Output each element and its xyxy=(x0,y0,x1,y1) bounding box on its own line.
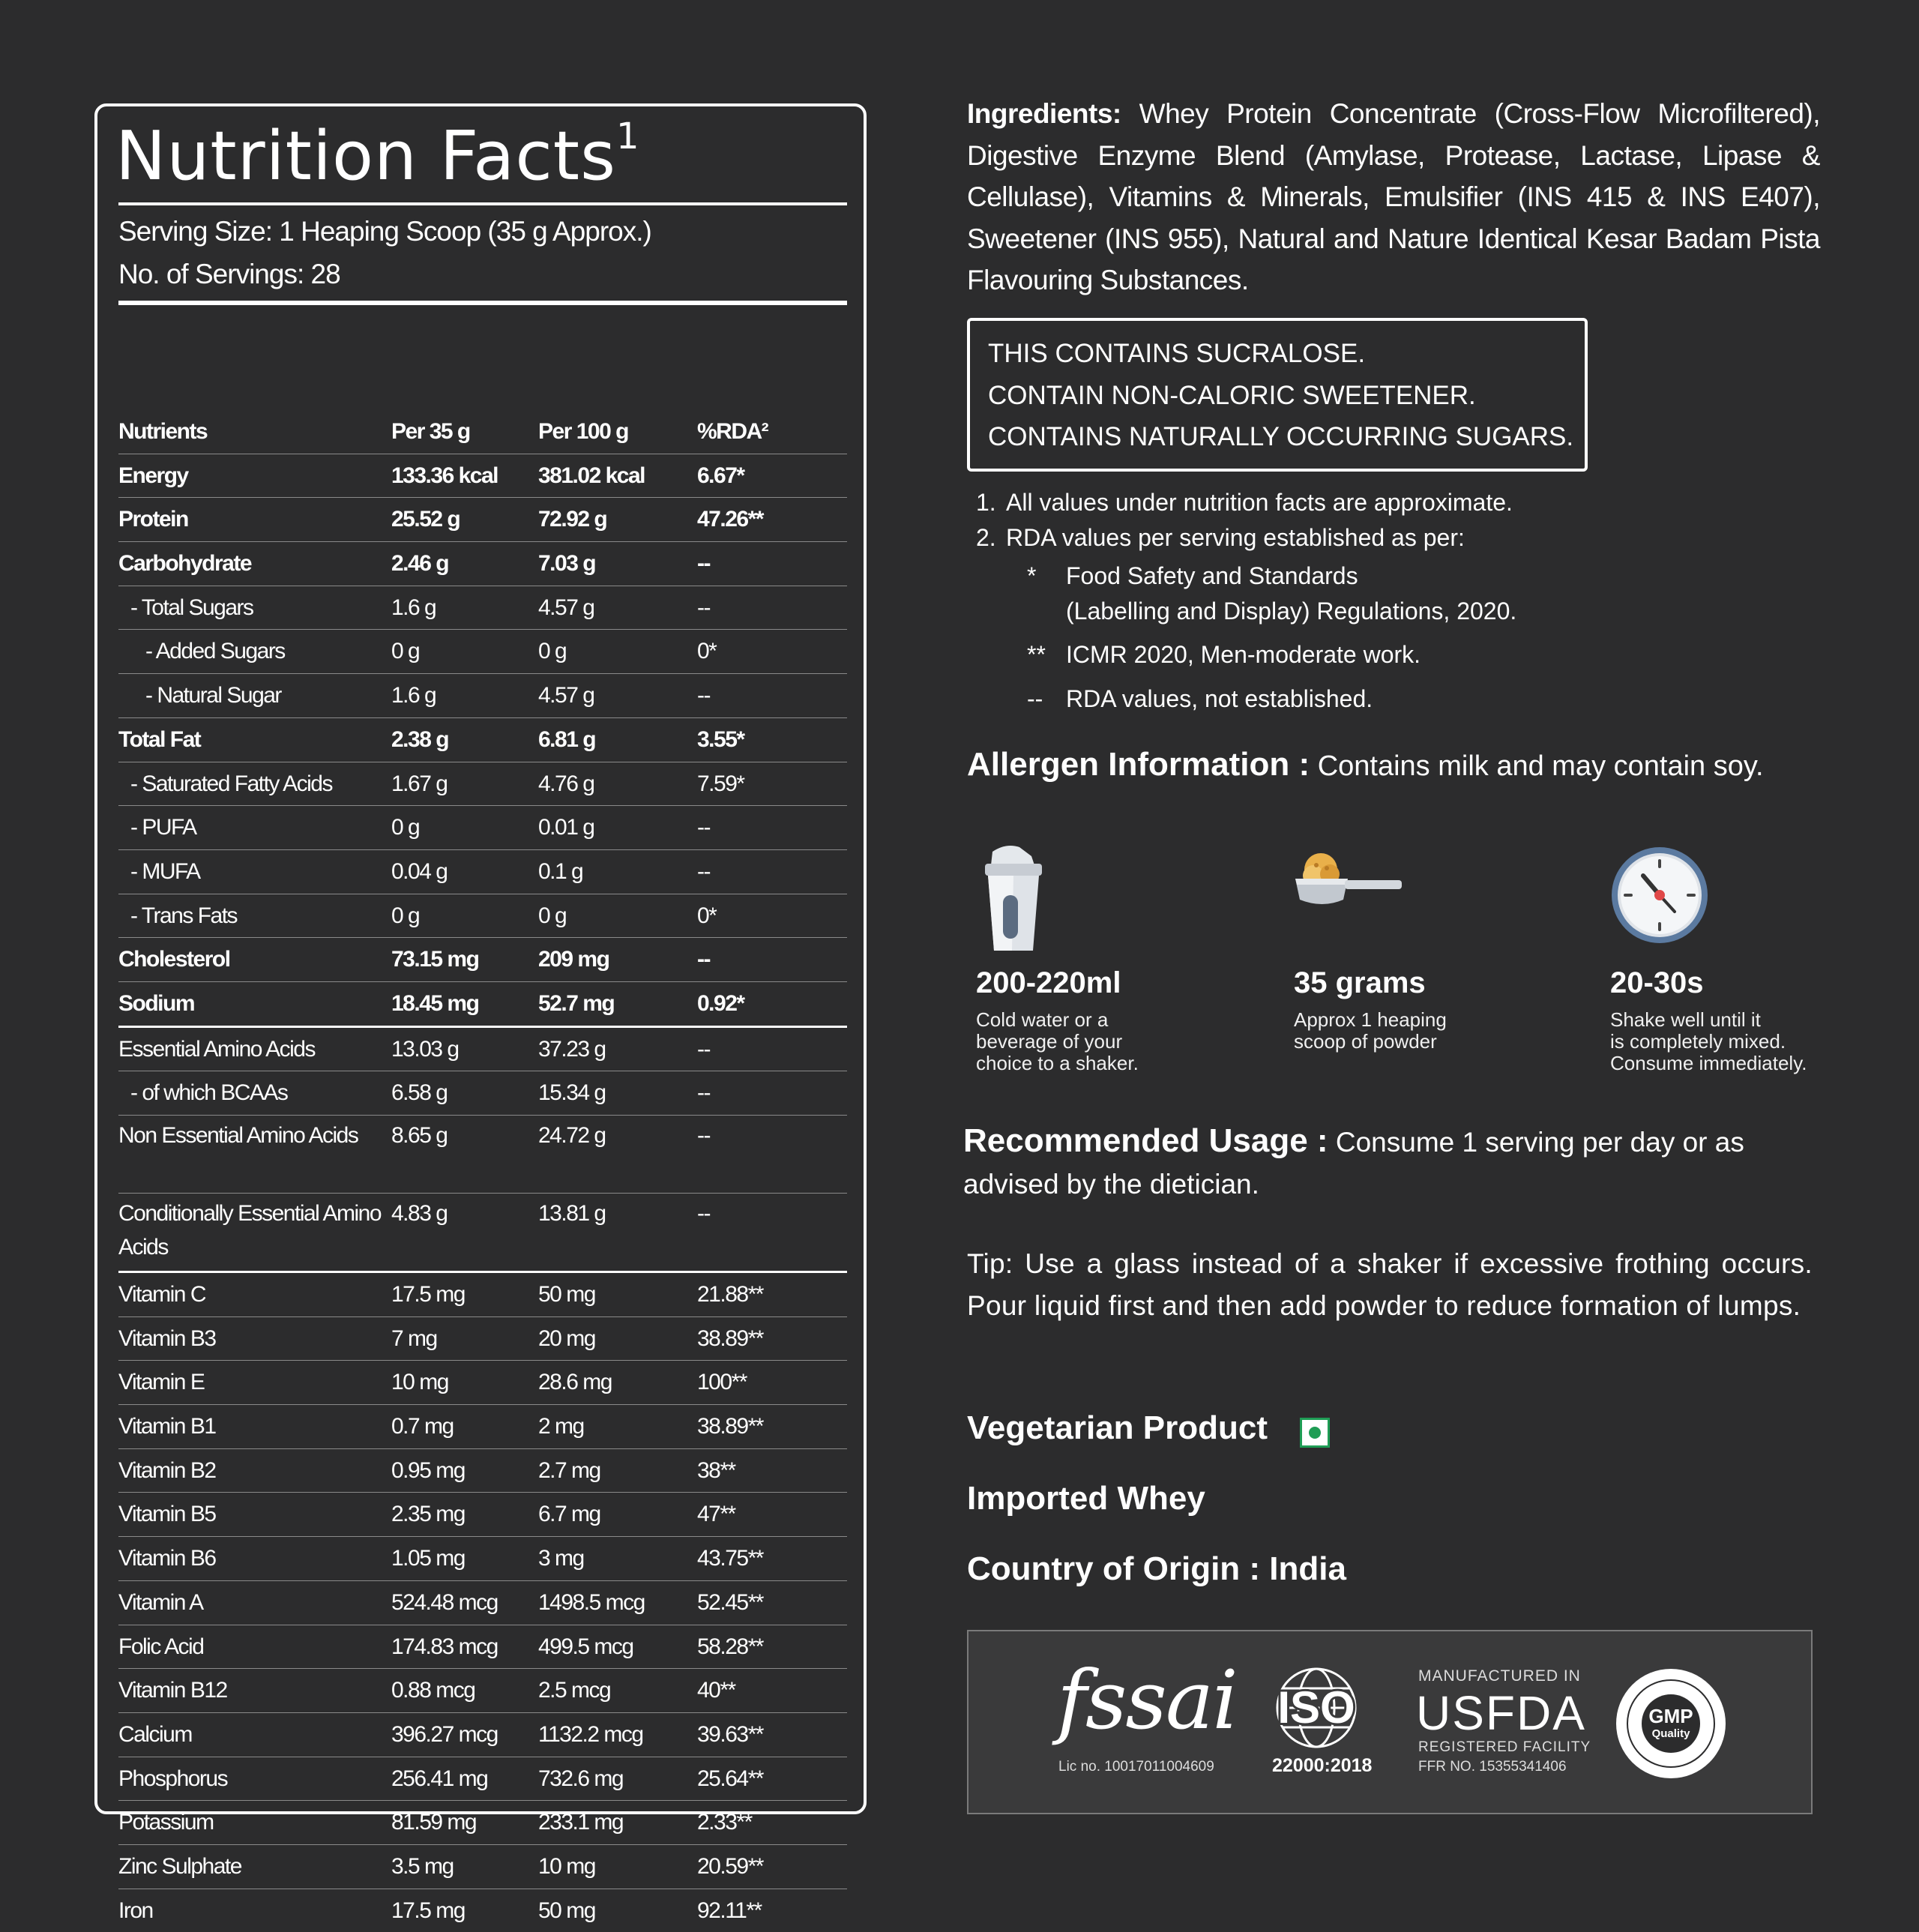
value-per-100g: 13.81 g xyxy=(538,1201,606,1226)
value-per-100g: 28.6 mg xyxy=(538,1370,612,1395)
nutrition-title-text: Nutrition Facts xyxy=(115,117,616,196)
table-row xyxy=(118,1448,847,1493)
value-per-100g: 1498.5 mcg xyxy=(538,1589,645,1615)
value-per-100g: 732.6 mg xyxy=(538,1766,624,1791)
footnote-mark: ** xyxy=(1027,641,1046,668)
nutrient-name: Calcium xyxy=(118,1721,192,1747)
value-per-35g: 133.36 kcal xyxy=(391,463,498,488)
table-row xyxy=(118,894,847,938)
nutrient-name: - Natural Sugar xyxy=(145,683,281,708)
table-row xyxy=(118,981,847,1026)
value-per-100g: 4.57 g xyxy=(538,595,594,620)
value-per-100g: 50 mg xyxy=(538,1282,595,1307)
value-per-35g: 10 mg xyxy=(391,1370,448,1395)
sweetener-warning-box xyxy=(967,318,1588,472)
value-per-35g: 0 g xyxy=(391,815,420,840)
clock-icon xyxy=(1610,846,1835,945)
table-row xyxy=(118,674,847,718)
step-description xyxy=(1610,1009,1807,1074)
value-rda: 40** xyxy=(697,1678,735,1703)
value-per-100g: 7.03 g xyxy=(538,551,596,577)
nutrient-name: Potassium xyxy=(118,1810,214,1835)
value-per-100g: 381.02 kcal xyxy=(538,463,645,488)
table-header-row xyxy=(118,410,847,454)
table-row xyxy=(118,1669,847,1713)
header-per-35g: Per 35 g xyxy=(391,419,470,444)
table-row xyxy=(118,586,847,630)
iso-logo: ISO xyxy=(1277,1682,1355,1733)
table-row xyxy=(118,1537,847,1581)
nutrient-name: Vitamin B5 xyxy=(118,1502,216,1527)
vegetarian-claim: Vegetarian Product xyxy=(967,1409,1268,1446)
value-rda: -- xyxy=(697,683,710,708)
footnote-1: All values under nutrition facts are approximate. xyxy=(1006,489,1513,516)
fssai-license: Lic no. 10017011004609 xyxy=(1058,1759,1214,1775)
nutrient-name: - MUFA xyxy=(130,858,200,884)
header-per-100g: Per 100 g xyxy=(538,419,628,444)
footnote-not-established: RDA values, not established. xyxy=(1066,685,1373,712)
value-per-35g: 0.04 g xyxy=(391,858,448,884)
table-row xyxy=(118,1361,847,1405)
value-per-35g: 73.15 mg xyxy=(391,947,479,972)
value-rda: 43.75** xyxy=(697,1546,763,1571)
nutrient-name: Sodium xyxy=(118,990,194,1016)
value-rda: 38.89** xyxy=(697,1325,763,1351)
table-row xyxy=(118,938,847,982)
value-per-100g: 15.34 g xyxy=(538,1080,606,1106)
value-per-35g: 17.5 mg xyxy=(391,1898,465,1923)
table-row xyxy=(118,717,847,762)
value-per-35g: 2.38 g xyxy=(391,726,449,752)
footnote-mark: * xyxy=(1027,562,1037,589)
step-water xyxy=(976,843,1201,1074)
value-rda: 25.64** xyxy=(697,1766,763,1791)
value-per-35g: 7 mg xyxy=(391,1325,437,1351)
nutrient-name: Vitamin B3 xyxy=(118,1325,216,1351)
table-row xyxy=(118,1116,847,1194)
footnote-fssai-b: (Labelling and Display) Regulations, 2020. xyxy=(1066,598,1517,625)
scoop-icon xyxy=(1294,835,1519,948)
nutrient-name: Vitamin B12 xyxy=(118,1678,227,1703)
table-row xyxy=(118,849,847,894)
serving-size: Serving Size: 1 Heaping Scoop (35 g Approx.) xyxy=(118,216,651,247)
step-desc-line: Consume immediately. xyxy=(1610,1052,1807,1074)
value-per-100g: 72.92 g xyxy=(538,507,607,532)
value-per-35g: 256.41 mg xyxy=(391,1766,488,1791)
value-rda: 0.92* xyxy=(697,990,744,1016)
table-row xyxy=(118,1844,847,1889)
table-row xyxy=(118,1272,847,1317)
table-row xyxy=(118,1026,847,1071)
nutrient-name: Vitamin A xyxy=(118,1589,203,1615)
country-of-origin: Country of Origin : India xyxy=(967,1550,1346,1587)
value-rda: 58.28** xyxy=(697,1634,763,1659)
servings-count: No. of Servings: 28 xyxy=(118,259,340,289)
nutrient-name: Folic Acid xyxy=(118,1634,204,1659)
value-per-100g: 2.7 mg xyxy=(538,1457,600,1483)
table-row xyxy=(118,1405,847,1449)
footnote-mark: -- xyxy=(1027,685,1043,712)
step-scoop xyxy=(1294,843,1519,1053)
gmp-quality: Quality xyxy=(1651,1727,1690,1740)
ingredients-label: Ingredients: xyxy=(967,98,1121,129)
value-rda: 38** xyxy=(697,1457,735,1483)
value-per-100g: 3 mg xyxy=(538,1546,584,1571)
title-rule xyxy=(118,202,847,205)
nutrition-facts-title xyxy=(115,117,640,196)
value-per-100g: 4.76 g xyxy=(538,771,594,796)
step-desc-line: is completely mixed. xyxy=(1610,1030,1786,1053)
value-per-35g: 81.59 mg xyxy=(391,1810,477,1835)
usfda-registered: REGISTERED FACILITY xyxy=(1418,1739,1591,1755)
value-per-100g: 6.81 g xyxy=(538,726,596,752)
footnote-2: RDA values per serving established as per: xyxy=(1006,524,1465,551)
value-per-100g: 4.57 g xyxy=(538,683,594,708)
table-row xyxy=(118,1889,847,1932)
table-row xyxy=(118,762,847,806)
value-rda: 7.59* xyxy=(697,771,744,796)
value-rda: 38.89** xyxy=(697,1414,763,1439)
value-rda: 0* xyxy=(697,639,717,664)
nutrient-name: Vitamin B2 xyxy=(118,1457,216,1483)
nutrient-name: Conditionally Essential Amino Acids xyxy=(118,1201,382,1260)
warning-line: THIS CONTAINS SUCRALOSE. xyxy=(988,339,1366,368)
table-row xyxy=(118,1316,847,1361)
value-per-35g: 1.6 g xyxy=(391,595,436,620)
allergen-text: Contains milk and may contain soy. xyxy=(1317,750,1764,782)
value-per-100g: 0 g xyxy=(538,639,567,664)
step-desc-line: Approx 1 heaping xyxy=(1294,1008,1447,1031)
allergen-information xyxy=(967,746,1764,783)
table-row xyxy=(118,806,847,850)
value-per-100g: 24.72 g xyxy=(538,1123,606,1148)
nutrient-name: - PUFA xyxy=(130,815,196,840)
step-value: 35 grams xyxy=(1294,966,1426,999)
nutrient-name: - Total Sugars xyxy=(130,595,253,620)
value-rda: 0* xyxy=(697,903,717,928)
value-per-35g: 25.52 g xyxy=(391,507,460,532)
nutrient-name: Iron xyxy=(118,1898,153,1923)
nutrient-name: - Saturated Fatty Acids xyxy=(130,771,332,796)
table-row xyxy=(118,1757,847,1801)
value-per-35g: 1.6 g xyxy=(391,683,436,708)
step-description xyxy=(976,1009,1139,1074)
value-rda: -- xyxy=(697,947,710,972)
footnote-fssai-a: Food Safety and Standards xyxy=(1066,562,1358,589)
footnote-number: 2. xyxy=(976,524,996,551)
value-rda: 47** xyxy=(697,1502,735,1527)
value-rda: 3.55* xyxy=(697,726,744,752)
step-desc-line: choice to a shaker. xyxy=(976,1052,1139,1074)
usage-text: Consume 1 serving per day or as advised by the dietician. xyxy=(963,1127,1744,1200)
step-description xyxy=(1294,1009,1447,1053)
step-shake xyxy=(1610,843,1835,1074)
usfda-ffr: FFR NO. 15355341406 xyxy=(1418,1759,1567,1775)
value-per-35g: 2.46 g xyxy=(391,551,449,577)
step-desc-line: scoop of powder xyxy=(1294,1030,1437,1053)
nutrient-name: Vitamin B6 xyxy=(118,1546,216,1571)
value-per-100g: 10 mg xyxy=(538,1853,595,1879)
table-row xyxy=(118,1580,847,1625)
nutrient-name: Vitamin E xyxy=(118,1370,205,1395)
nutrient-name: Essential Amino Acids xyxy=(118,1036,315,1062)
ingredients-list: Whey Protein Concentrate (Cross-Flow Microfiltered), Digestive Enzyme Blend (Amylase, Protease, Lactase, Lipase & Cellulase), Vitamins & Minerals, Emulsifier (INS 415 & INS E407), Sweetener (INS 955), Natural and Nature Identical Kesar Badam Pista Flavouring Substances. xyxy=(967,98,1821,295)
nutrient-name: - of which BCAAs xyxy=(130,1080,288,1106)
nutrition-table xyxy=(118,410,847,1932)
shaker-icon xyxy=(976,843,1201,955)
table-row xyxy=(118,1194,847,1272)
nutrient-name: Non Essential Amino Acids xyxy=(118,1123,358,1148)
value-per-100g: 2 mg xyxy=(538,1414,584,1439)
value-per-35g: 0 g xyxy=(391,639,420,664)
nutrient-name: Vitamin C xyxy=(118,1282,205,1307)
recommended-usage xyxy=(963,1120,1833,1206)
step-desc-line: Shake well until it xyxy=(1610,1008,1761,1031)
nutrient-name: - Trans Fats xyxy=(130,903,238,928)
table-row xyxy=(118,630,847,674)
veg-mark-icon xyxy=(1300,1418,1330,1448)
value-per-100g: 1132.2 mcg xyxy=(538,1721,643,1747)
value-per-35g: 0 g xyxy=(391,903,420,928)
value-rda: 20.59** xyxy=(697,1853,763,1879)
nutrition-rows xyxy=(118,454,847,1932)
value-per-100g: 37.23 g xyxy=(538,1036,606,1062)
nutrition-facts-panel xyxy=(94,103,867,1923)
value-per-35g: 3.5 mg xyxy=(391,1853,454,1879)
nutrient-name: - Added Sugars xyxy=(145,639,285,664)
value-rda: 39.63** xyxy=(697,1721,763,1747)
header-rda: %RDA² xyxy=(697,419,768,444)
value-per-35g: 4.83 g xyxy=(391,1201,448,1226)
value-rda: -- xyxy=(697,595,710,620)
gmp-seal xyxy=(1616,1669,1726,1778)
value-rda: -- xyxy=(697,1123,710,1148)
value-per-35g: 8.65 g xyxy=(391,1123,448,1148)
value-rda: -- xyxy=(697,815,710,840)
value-per-35g: 1.05 mg xyxy=(391,1546,465,1571)
value-per-100g: 52.7 mg xyxy=(538,990,615,1016)
value-rda: 52.45** xyxy=(697,1589,763,1615)
value-per-100g: 50 mg xyxy=(538,1898,595,1923)
value-per-100g: 2.5 mcg xyxy=(538,1678,611,1703)
gmp-logo: GMP xyxy=(1648,1705,1693,1727)
value-rda: 2.33** xyxy=(697,1810,752,1835)
table-row xyxy=(118,542,847,586)
table-row xyxy=(118,454,847,498)
value-per-35g: 13.03 g xyxy=(391,1036,459,1062)
usfda-top-text: MANUFACTURED IN xyxy=(1418,1667,1581,1685)
footnote-number: 1. xyxy=(976,489,996,516)
value-per-100g: 233.1 mg xyxy=(538,1810,624,1835)
nutrient-name: Phosphorus xyxy=(118,1766,228,1791)
value-rda: -- xyxy=(697,551,710,577)
value-per-100g: 0.1 g xyxy=(538,858,583,884)
table-row xyxy=(118,1712,847,1757)
value-per-35g: 1.67 g xyxy=(391,771,448,796)
nutrient-name: Protein xyxy=(118,507,188,532)
certifications-panel xyxy=(967,1630,1813,1814)
allergen-label: Allergen Information : xyxy=(967,746,1310,783)
step-value: 20-30s xyxy=(1610,966,1704,999)
value-per-100g: 0.01 g xyxy=(538,815,594,840)
value-per-100g: 20 mg xyxy=(538,1325,595,1351)
usage-label: Recommended Usage : xyxy=(963,1122,1328,1159)
footnote-icmr: ICMR 2020, Men-moderate work. xyxy=(1066,641,1421,668)
nutrient-name: Carbohydrate xyxy=(118,551,252,577)
value-per-35g: 524.48 mcg xyxy=(391,1589,498,1615)
table-row xyxy=(118,1071,847,1116)
value-per-35g: 174.83 mcg xyxy=(391,1634,498,1659)
title-footnote-marker: 1 xyxy=(615,115,640,157)
value-per-35g: 396.27 mcg xyxy=(391,1721,498,1747)
warning-line: CONTAIN NON-CALORIC SWEETENER. xyxy=(988,380,1476,410)
table-row xyxy=(118,1801,847,1845)
value-per-35g: 0.88 mcg xyxy=(391,1678,475,1703)
step-value: 200-220ml xyxy=(976,966,1121,999)
usfda-logo: USFDA xyxy=(1416,1686,1586,1740)
value-rda: -- xyxy=(697,1080,710,1106)
table-row xyxy=(118,1625,847,1669)
value-per-100g: 499.5 mcg xyxy=(538,1634,633,1659)
value-rda: 92.11** xyxy=(697,1898,762,1923)
serving-rule xyxy=(118,301,847,305)
warning-line: CONTAINS NATURALLY OCCURRING SUGARS. xyxy=(988,422,1574,451)
value-rda: 100** xyxy=(697,1370,747,1395)
value-rda: 6.67* xyxy=(697,463,744,488)
fssai-logo: fssai xyxy=(1057,1654,1237,1748)
value-rda: 47.26** xyxy=(697,507,763,532)
nutrient-name: Energy xyxy=(118,463,188,488)
value-rda: -- xyxy=(697,1036,710,1062)
value-rda: -- xyxy=(697,858,710,884)
tip-text: Tip: Use a glass instead of a shaker if excessive frothing occurs. Pour liquid first and then add powder to reduce formation of lumps. xyxy=(967,1248,1813,1321)
table-row xyxy=(118,1493,847,1537)
nutrient-name: Vitamin B1 xyxy=(118,1414,216,1439)
imported-whey-claim: Imported Whey xyxy=(967,1480,1205,1517)
nutrient-name: Zinc Sulphate xyxy=(118,1853,241,1879)
nutrient-name: Cholesterol xyxy=(118,947,230,972)
value-per-35g: 6.58 g xyxy=(391,1080,448,1106)
ingredients-text xyxy=(967,93,1820,301)
value-per-100g: 209 mg xyxy=(538,947,609,972)
value-per-100g: 6.7 mg xyxy=(538,1502,600,1527)
value-per-35g: 0.95 mg xyxy=(391,1457,465,1483)
header-nutrients: Nutrients xyxy=(118,419,208,444)
value-rda: 21.88** xyxy=(697,1282,763,1307)
iso-code: 22000:2018 xyxy=(1272,1755,1373,1776)
value-per-35g: 0.7 mg xyxy=(391,1414,454,1439)
value-per-35g: 2.35 mg xyxy=(391,1502,465,1527)
value-per-35g: 18.45 mg xyxy=(391,990,479,1016)
table-row xyxy=(118,498,847,542)
step-desc-line: Cold water or a xyxy=(976,1008,1109,1031)
value-per-100g: 0 g xyxy=(538,903,567,928)
value-rda: -- xyxy=(697,1201,710,1226)
nutrient-name: Total Fat xyxy=(118,726,201,752)
step-desc-line: beverage of your xyxy=(976,1030,1123,1053)
value-per-35g: 17.5 mg xyxy=(391,1282,465,1307)
